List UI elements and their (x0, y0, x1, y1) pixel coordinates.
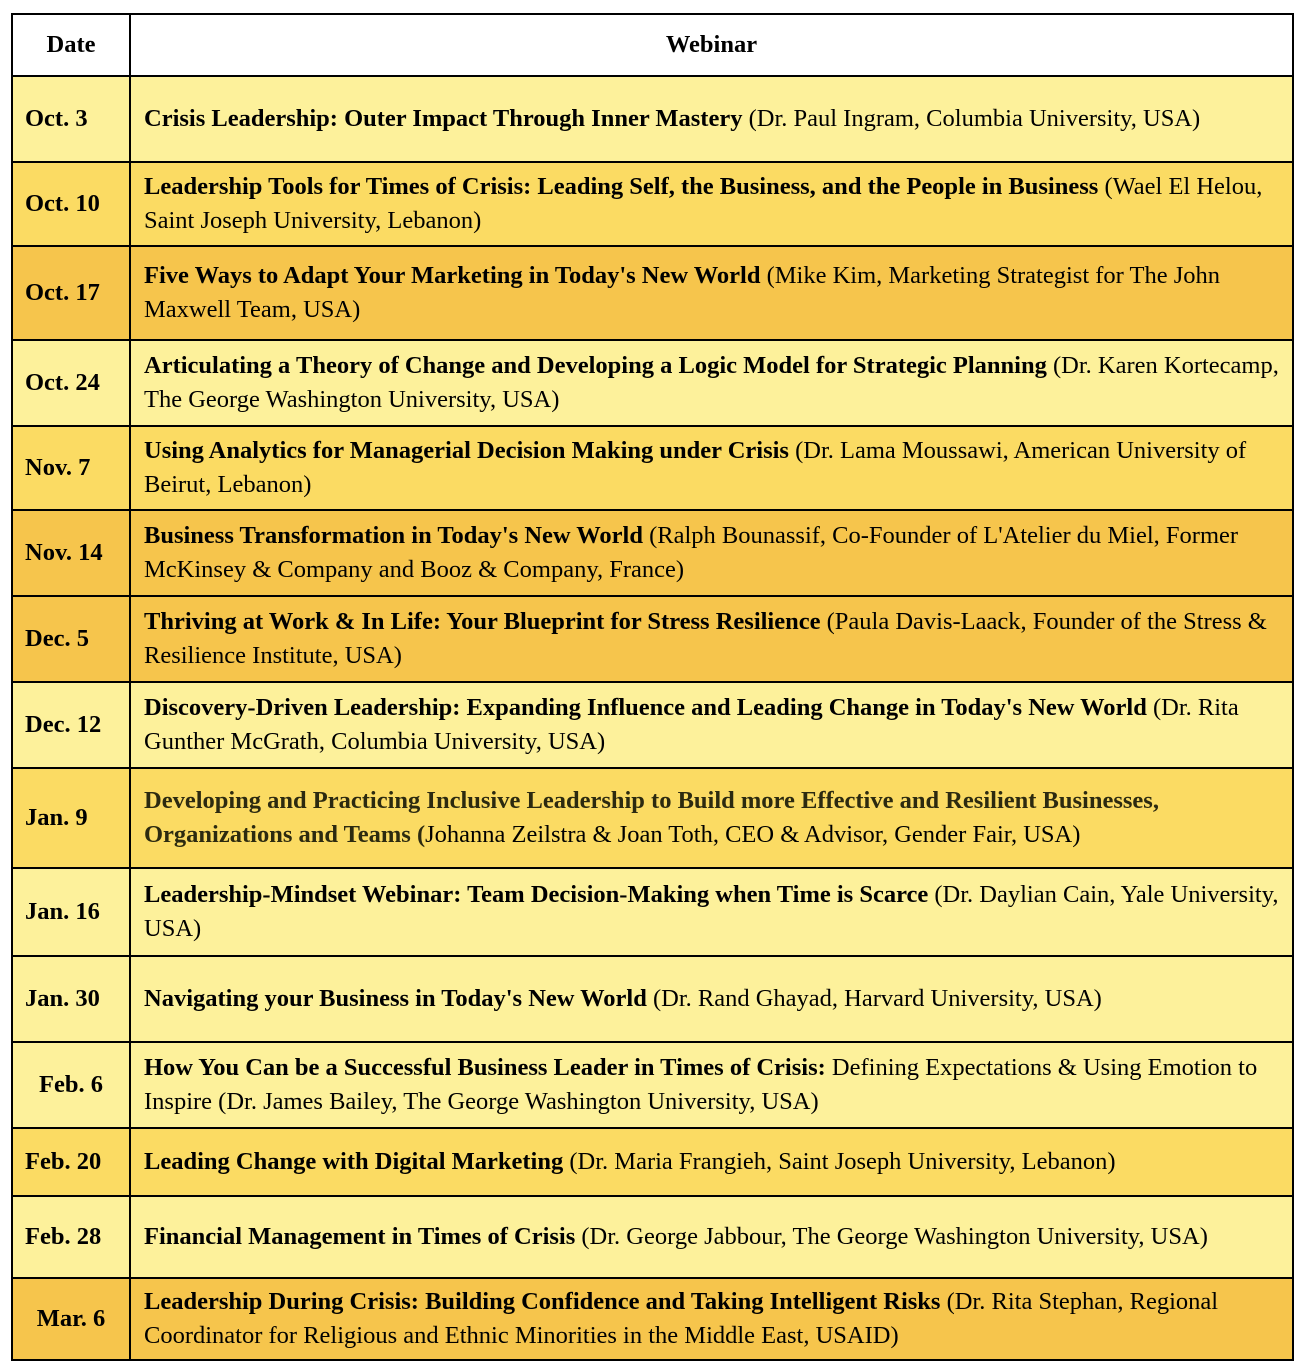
webinar-title: Navigating your Business in Today's New World (144, 985, 647, 1012)
row-date: Oct. 24 (12, 340, 130, 426)
table-row (12, 76, 1293, 162)
table-row (12, 510, 1293, 596)
webinar-speaker: (Paula Davis-Laack, Founder of the Stress & Resilience Institute, USA) (144, 608, 1267, 669)
webinar-speaker: (Wael El Helou, Saint Joseph University, Lebanon) (144, 173, 1263, 234)
webinar-speaker: Defining Expectations & Using Emotion to Inspire (Dr. James Bailey, The George Washington University, USA) (144, 1054, 1258, 1115)
webinar-speaker: (Ralph Bounassif, Co-Founder of L'Atelier du Miel, Former McKinsey & Company and Booz & Company, France) (144, 522, 1239, 583)
table-row (12, 768, 1293, 868)
row-webinar (130, 682, 1293, 768)
webinar-speaker: (Dr. Rita Stephan, Regional Coordinator for Religious and Ethnic Minorities in the Middle East, USAID) (144, 1288, 1219, 1349)
webinar-speaker: (Dr. Daylian Cain, Yale University, USA) (144, 881, 1279, 942)
webinar-speaker: (Dr. Paul Ingram, Columbia University, USA) (742, 105, 1201, 132)
webinar-title: Leading Change with Digital Marketing (144, 1148, 564, 1175)
webinar-schedule-table (11, 13, 1294, 1361)
row-date: Nov. 7 (12, 426, 130, 510)
row-webinar (130, 426, 1293, 510)
webinar-title: Using Analytics for Managerial Decision Making under Crisis (144, 437, 789, 464)
webinar-speaker: (Dr. Maria Frangieh, Saint Joseph University, Lebanon) (563, 1148, 1116, 1175)
row-webinar (130, 768, 1293, 868)
row-webinar (130, 510, 1293, 596)
table-row (12, 682, 1293, 768)
webinar-title: Discovery-Driven Leadership: Expanding Influence and Leading Change in Today's New World (144, 694, 1147, 721)
webinar-speaker: Johanna Zeilstra & Joan Toth, CEO & Advisor, Gender Fair, USA) (425, 821, 1081, 848)
table-row (12, 956, 1293, 1042)
row-date: Dec. 5 (12, 596, 130, 682)
webinar-speaker: (Dr. Karen Kortecamp, The George Washington University, USA) (144, 352, 1279, 413)
table-row (12, 1278, 1293, 1360)
webinar-speaker: (Dr. Lama Moussawi, American University of Beirut, Lebanon) (144, 437, 1247, 498)
webinar-title: Leadership-Mindset Webinar: Team Decision-Making when Time is Scarce (144, 881, 929, 908)
table-row (12, 246, 1293, 340)
webinar-speaker: (Dr. George Jabbour, The George Washington University, USA) (575, 1223, 1208, 1250)
row-webinar (130, 76, 1293, 162)
table-row (12, 596, 1293, 682)
webinar-speaker: (Mike Kim, Marketing Strategist for The John Maxwell Team, USA) (144, 262, 1220, 323)
date-column-header: Date (12, 14, 130, 76)
row-date: Nov. 14 (12, 510, 130, 596)
table-row (12, 1042, 1293, 1128)
row-date: Oct. 17 (12, 246, 130, 340)
row-webinar (130, 596, 1293, 682)
webinar-title: Five Ways to Adapt Your Marketing in Today's New World (144, 262, 761, 289)
row-webinar (130, 162, 1293, 246)
header-row (12, 14, 1293, 76)
webinar-speaker: (Dr. Rita Gunther McGrath, Columbia University, USA) (144, 694, 1239, 755)
table-row (12, 426, 1293, 510)
row-date: Jan. 30 (12, 956, 130, 1042)
row-webinar (130, 1042, 1293, 1128)
table-row (12, 340, 1293, 426)
webinar-title: Thriving at Work & In Life: Your Blueprint for Stress Resilience (144, 608, 821, 635)
row-date: Oct. 10 (12, 162, 130, 246)
row-date: Jan. 16 (12, 868, 130, 956)
row-date: Feb. 6 (12, 1042, 130, 1128)
row-date: Jan. 9 (12, 768, 130, 868)
webinar-title: Business Transformation in Today's New World (144, 522, 643, 549)
row-webinar (130, 956, 1293, 1042)
row-webinar (130, 340, 1293, 426)
table-row (12, 162, 1293, 246)
table-row (12, 1196, 1293, 1278)
row-webinar (130, 868, 1293, 956)
row-webinar (130, 1128, 1293, 1196)
webinar-speaker: (Dr. Rand Ghayad, Harvard University, USA) (646, 985, 1102, 1012)
webinar-title: Leadership Tools for Times of Crisis: Leading Self, the Business, and the People in Business (144, 173, 1099, 200)
webinar-title: Developing and Practicing Inclusive Leadership to Build more Effective and Resilient Businesses, Organizations and Teams ( (144, 787, 1159, 848)
webinar-column-header: Webinar (130, 14, 1293, 76)
row-date: Oct. 3 (12, 76, 130, 162)
row-webinar (130, 1278, 1293, 1360)
webinar-title: How You Can be a Successful Business Leader in Times of Crisis: (144, 1054, 826, 1081)
row-date: Mar. 6 (12, 1278, 130, 1360)
row-date: Feb. 28 (12, 1196, 130, 1278)
row-date: Feb. 20 (12, 1128, 130, 1196)
webinar-title: Leadership During Crisis: Building Confidence and Taking Intelligent Risks (144, 1288, 941, 1315)
webinar-title: Financial Management in Times of Crisis (144, 1223, 576, 1250)
row-date: Dec. 12 (12, 682, 130, 768)
table-row (12, 868, 1293, 956)
webinar-title: Articulating a Theory of Change and Developing a Logic Model for Strategic Planning (144, 352, 1047, 379)
webinar-title: Crisis Leadership: Outer Impact Through Inner Mastery (144, 105, 743, 132)
table-row (12, 1128, 1293, 1196)
row-webinar (130, 1196, 1293, 1278)
row-webinar (130, 246, 1293, 340)
